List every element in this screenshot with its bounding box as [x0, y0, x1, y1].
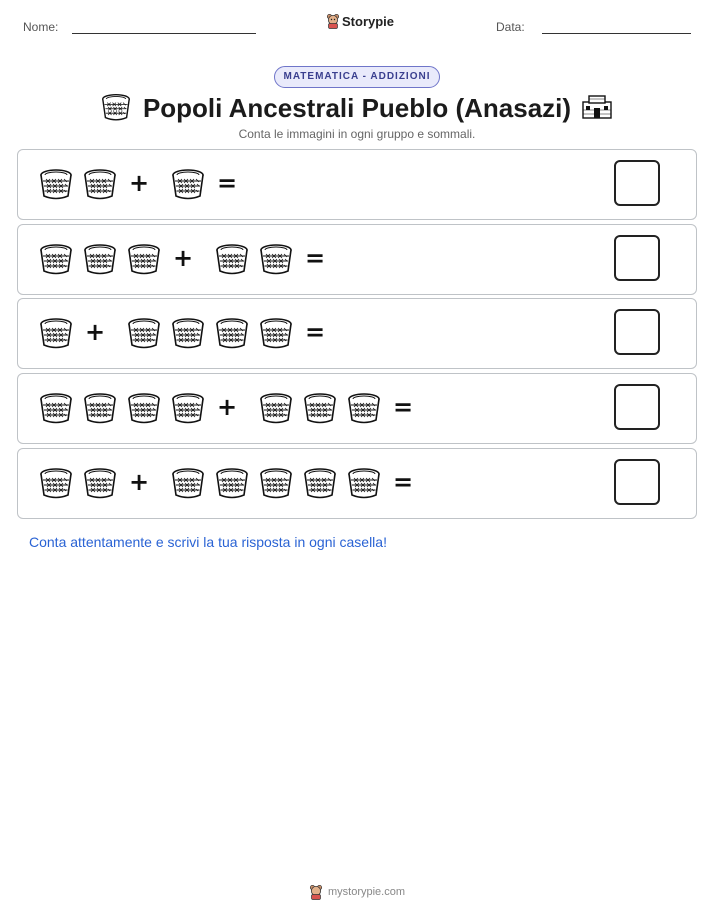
- basket-icon: [259, 391, 293, 425]
- footer-mascot-icon: [309, 884, 323, 900]
- equals-sign: =: [393, 468, 414, 496]
- subtitle: Conta le immagini in ogni gruppo e sommali.: [238, 127, 476, 141]
- basket-icon: [347, 391, 381, 425]
- basket-icon: [39, 391, 73, 425]
- basket-icon: [171, 316, 205, 350]
- basket-icon: [83, 167, 117, 201]
- basket-icon: [39, 242, 73, 276]
- date-label: Data:: [496, 20, 525, 34]
- basket-icon: [303, 466, 337, 500]
- answer-box[interactable]: [614, 235, 660, 281]
- basket-icon: [127, 391, 161, 425]
- basket-icon: [259, 466, 293, 500]
- equals-sign: =: [217, 169, 238, 197]
- subject-badge: MATEMATICA - ADDIZIONI: [274, 66, 440, 88]
- basket-icon: [259, 242, 293, 276]
- name-label: Nome:: [23, 20, 59, 34]
- answer-box[interactable]: [614, 309, 660, 355]
- instruction-text: Conta attentamente e scrivi la tua risposta in ogni casella!: [29, 534, 387, 550]
- basket-icon: [83, 466, 117, 500]
- basket-icon: [127, 316, 161, 350]
- page-title: Popoli Ancestrali Pueblo (Anasazi): [142, 93, 572, 123]
- basket-icon: [39, 466, 73, 500]
- basket-icon: [39, 316, 73, 350]
- brand-logo: [326, 13, 394, 29]
- equals-sign: =: [305, 244, 326, 272]
- basket-icon: [215, 316, 249, 350]
- mascot-icon: [326, 13, 340, 29]
- title-basket-icon: [101, 92, 131, 122]
- problem-row: [17, 298, 697, 369]
- basket-icon: [347, 466, 381, 500]
- plus-sign: +: [129, 169, 150, 197]
- basket-icon: [83, 242, 117, 276]
- problem-row: [17, 149, 697, 220]
- problem-row: [17, 373, 697, 444]
- plus-sign: +: [85, 318, 106, 346]
- basket-icon: [171, 391, 205, 425]
- basket-icon: [83, 391, 117, 425]
- equals-sign: =: [305, 318, 326, 346]
- footer-url: mystorypie.com: [327, 886, 406, 898]
- name-line[interactable]: [72, 33, 256, 34]
- plus-sign: +: [129, 468, 150, 496]
- answer-box[interactable]: [614, 384, 660, 430]
- basket-icon: [39, 167, 73, 201]
- basket-icon: [215, 242, 249, 276]
- pueblo-dwelling-icon: [581, 94, 613, 120]
- answer-box[interactable]: [614, 160, 660, 206]
- problem-row: [17, 224, 697, 295]
- footer: [0, 884, 714, 900]
- plus-sign: +: [173, 244, 194, 272]
- answer-box[interactable]: [614, 459, 660, 505]
- basket-icon: [215, 466, 249, 500]
- date-line[interactable]: [542, 33, 691, 34]
- basket-icon: [171, 167, 205, 201]
- basket-icon: [259, 316, 293, 350]
- problem-row: [17, 448, 697, 519]
- plus-sign: +: [217, 393, 238, 421]
- basket-icon: [171, 466, 205, 500]
- basket-icon: [303, 391, 337, 425]
- brand-name: Storypie: [342, 13, 395, 29]
- basket-icon: [127, 242, 161, 276]
- equals-sign: =: [393, 393, 414, 421]
